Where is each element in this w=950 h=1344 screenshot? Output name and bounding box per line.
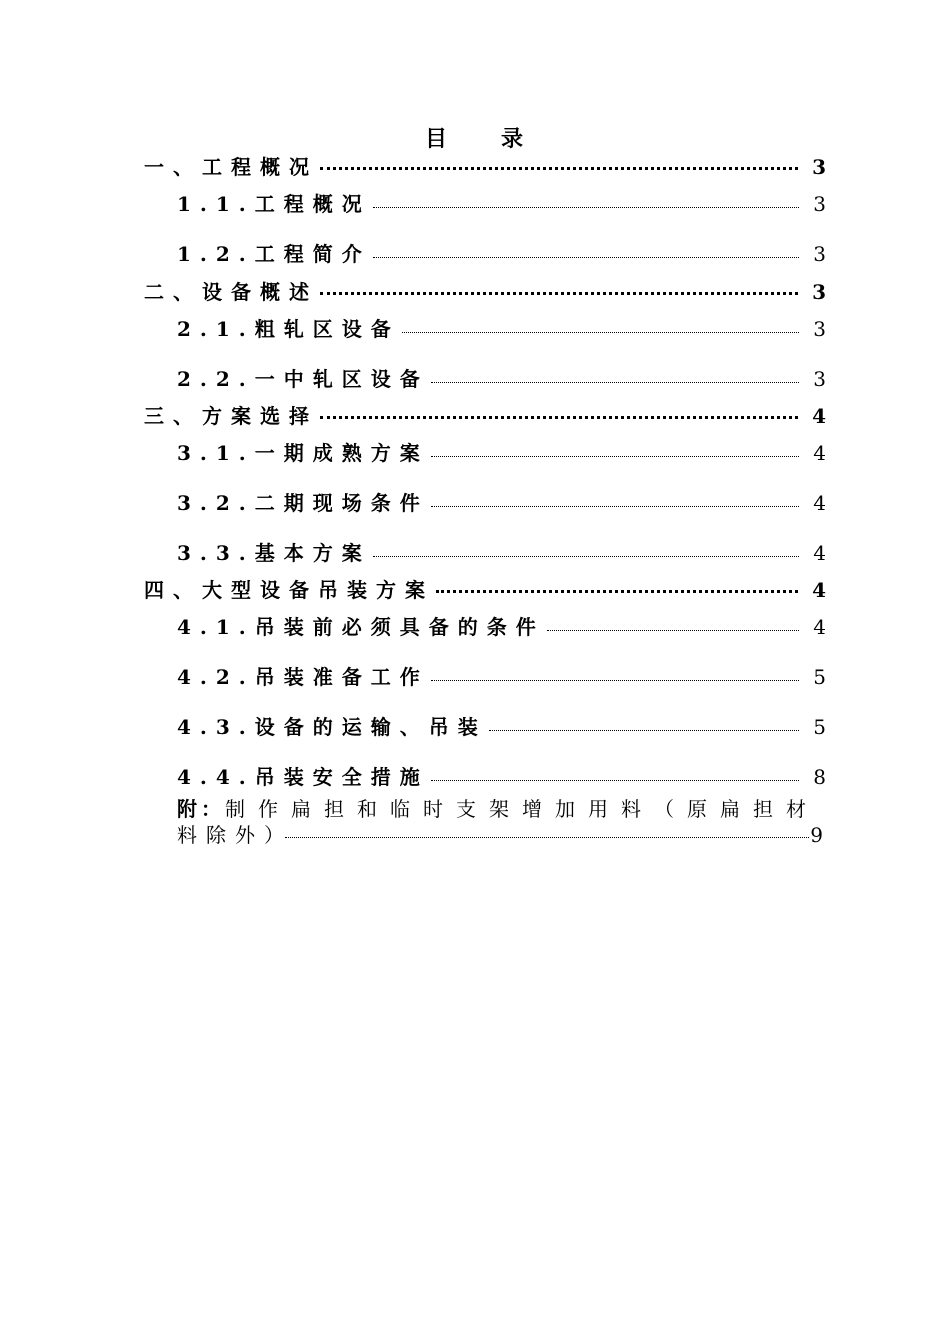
dot-leader xyxy=(431,456,800,457)
toc-entry-level-2[interactable] xyxy=(177,313,826,342)
toc-entry-page-number: 3 xyxy=(813,192,826,216)
dot-leader xyxy=(320,167,798,170)
toc-entry-title: 3.1.一期成熟方案 xyxy=(177,441,429,465)
toc-entry-title: 1.2.工程简介 xyxy=(177,242,371,266)
toc-entry-page-number: 3 xyxy=(813,317,826,341)
appendix-line-2 xyxy=(177,822,823,848)
appendix-title-line-1: 制作扁担和临时支架增加用料（原扁担材 xyxy=(225,797,819,821)
dot-leader xyxy=(436,590,798,593)
toc-entry-title: 4.4.吊装安全措施 xyxy=(177,765,429,789)
toc-title-right: 录 xyxy=(501,126,526,152)
dot-leader xyxy=(402,332,800,333)
toc-entry-page-number: 4 xyxy=(813,615,826,639)
toc-entry-page-number: 4 xyxy=(812,578,826,602)
appendix-page-number: 9 xyxy=(810,823,823,847)
toc-entry-page-number: 3 xyxy=(812,280,826,304)
toc-entry-level-2[interactable] xyxy=(177,363,826,392)
toc-entry-title: 2.2.一中轧区设备 xyxy=(177,367,429,391)
toc-entry-title: 2.1.粗轧区设备 xyxy=(177,317,400,341)
dot-leader xyxy=(431,780,800,781)
appendix-prefix: 附： xyxy=(177,797,225,821)
toc-entry-page-number: 3 xyxy=(813,242,826,266)
toc-entry-level-2[interactable] xyxy=(177,537,826,566)
toc-entry-level-2[interactable] xyxy=(177,188,826,217)
toc-entry-level-2[interactable] xyxy=(177,238,826,267)
dot-leader xyxy=(431,382,800,383)
dot-leader xyxy=(373,207,800,208)
toc-entry-title: 4.1.吊装前必须具备的条件 xyxy=(177,615,545,639)
dot-leader xyxy=(320,292,798,295)
toc-entry-level-1[interactable] xyxy=(144,151,826,180)
dot-leader xyxy=(373,257,800,258)
dot-leader xyxy=(320,416,798,419)
toc-entry-page-number: 3 xyxy=(813,367,826,391)
toc-title-left: 目 xyxy=(424,126,449,152)
toc-entry-level-2[interactable] xyxy=(177,487,826,516)
dot-leader xyxy=(431,506,800,507)
toc-title xyxy=(0,122,950,153)
toc-entry-page-number: 5 xyxy=(813,665,826,689)
toc-entry-appendix[interactable] xyxy=(177,796,823,848)
toc-entry-page-number: 8 xyxy=(813,765,826,789)
toc-entry-title: 四、大型设备吊装方案 xyxy=(144,578,434,602)
toc-entry-title: 二、设备概述 xyxy=(144,280,318,304)
appendix-title-line-2: 料除外） xyxy=(177,823,293,847)
dot-leader xyxy=(489,730,800,731)
dot-leader xyxy=(547,630,800,631)
toc-entry-title: 三、方案选择 xyxy=(144,404,318,428)
appendix-line-1 xyxy=(177,796,823,822)
toc-entry-page-number: 4 xyxy=(813,441,826,465)
toc-entry-level-2[interactable] xyxy=(177,437,826,466)
toc-entry-level-2[interactable] xyxy=(177,711,826,740)
toc-entry-title: 3.3.基本方案 xyxy=(177,541,371,565)
toc-entry-level-2[interactable] xyxy=(177,761,826,790)
dot-leader xyxy=(373,556,800,557)
toc-entry-title: 一、工程概况 xyxy=(144,155,318,179)
toc-entry-level-1[interactable] xyxy=(144,574,826,603)
toc-entry-page-number: 5 xyxy=(813,715,826,739)
toc-entry-page-number: 4 xyxy=(813,541,826,565)
dot-leader xyxy=(285,837,809,838)
toc-entry-level-2[interactable] xyxy=(177,661,826,690)
toc-entry-page-number: 4 xyxy=(813,491,826,515)
toc-entry-level-1[interactable] xyxy=(144,276,826,305)
toc-entry-page-number: 4 xyxy=(812,404,826,428)
toc-entry-title: 3.2.二期现场条件 xyxy=(177,491,429,515)
toc-entry-title: 4.3.设备的运输、吊装 xyxy=(177,715,487,739)
toc-entry-level-2[interactable] xyxy=(177,611,826,640)
toc-entry-title: 4.2.吊装准备工作 xyxy=(177,665,429,689)
toc-entry-page-number: 3 xyxy=(812,155,826,179)
toc-entry-level-1[interactable] xyxy=(144,400,826,429)
dot-leader xyxy=(431,680,800,681)
toc-entry-title: 1.1.工程概况 xyxy=(177,192,371,216)
